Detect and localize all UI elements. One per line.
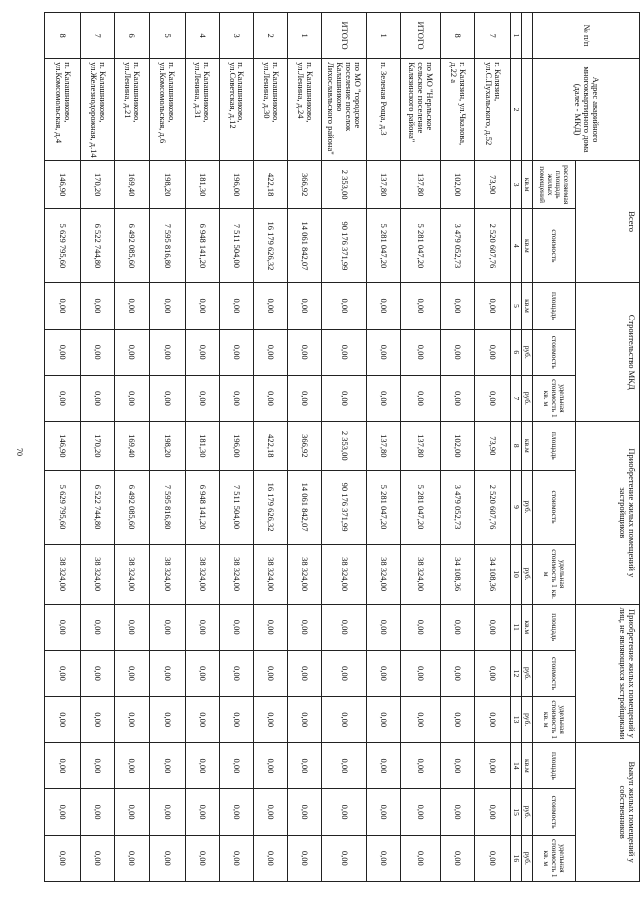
value-cell: 6 522 744,80 <box>81 470 115 544</box>
value-cell: 181,30 <box>185 160 219 209</box>
row-number-cell: 1 <box>288 13 322 59</box>
value-cell: 5 281 047,20 <box>366 470 400 544</box>
address-cell: п. Калашниково, ул.Комсомольская, д.6 <box>149 59 185 161</box>
value-cell: 196,00 <box>219 160 253 209</box>
value-cell: 0,00 <box>185 789 219 835</box>
value-cell: 7 511 504,00 <box>219 209 253 283</box>
value-cell: 0,00 <box>254 329 288 375</box>
value-cell: 90 176 371,99 <box>322 209 366 283</box>
value-cell: 0,00 <box>45 604 81 650</box>
value-cell: 5 629 795,60 <box>45 470 81 544</box>
page-number: 70 <box>15 448 24 456</box>
column-number-cell: 11 <box>511 604 522 650</box>
value-cell: 73,90 <box>475 160 511 209</box>
value-cell: 0,00 <box>288 697 322 743</box>
value-cell: 0,00 <box>115 743 149 789</box>
value-cell: 0,00 <box>254 283 288 329</box>
column-number-cell: 1 <box>511 13 522 59</box>
value-cell: 0,00 <box>219 697 253 743</box>
value-cell: 38 324,00 <box>322 544 366 604</box>
header-address: Адрес аварийного многоквартирного дома (далее - МКД) <box>533 59 640 161</box>
value-cell: 0,00 <box>288 743 322 789</box>
value-cell: 0,00 <box>322 329 366 375</box>
value-cell: 0,00 <box>219 283 253 329</box>
subheader-area-resettled: расселяемая площадь жилых помещений <box>533 160 575 209</box>
value-cell: 0,00 <box>400 283 440 329</box>
value-cell: 16 179 626,32 <box>254 209 288 283</box>
subheader-cost: стоимость <box>533 789 575 835</box>
header-total: Всего <box>575 160 639 282</box>
value-cell: 0,00 <box>441 650 475 696</box>
column-number-cell: 7 <box>511 375 522 421</box>
value-cell: 0,00 <box>45 835 81 881</box>
value-cell: 102,00 <box>441 422 475 471</box>
value-cell: 137,80 <box>366 422 400 471</box>
table-row <box>441 13 475 882</box>
value-cell: 0,00 <box>475 789 511 835</box>
subheader-unit-cost: удельная стоимость 1 кв. м <box>533 375 575 421</box>
unit-cell <box>522 59 533 161</box>
unit-cell: кв.м <box>522 743 533 789</box>
value-cell: 0,00 <box>81 835 115 881</box>
header-build: Строительство МКД <box>575 283 639 422</box>
value-cell: 0,00 <box>475 375 511 421</box>
value-cell: 0,00 <box>219 329 253 375</box>
value-cell: 0,00 <box>322 789 366 835</box>
value-cell: 0,00 <box>254 789 288 835</box>
value-cell: 14 061 842,07 <box>288 209 322 283</box>
value-cell: 0,00 <box>115 789 149 835</box>
subheader-area: площадь <box>533 743 575 789</box>
value-cell: 6 492 085,60 <box>115 209 149 283</box>
unit-cell: руб. <box>522 470 533 544</box>
value-cell: 0,00 <box>185 835 219 881</box>
value-cell: 0,00 <box>441 743 475 789</box>
value-cell: 0,00 <box>219 375 253 421</box>
value-cell: 146,90 <box>45 160 81 209</box>
value-cell: 6 522 744,80 <box>81 209 115 283</box>
address-cell: п. Калашниково, ул.Ленина, д.21 <box>115 59 149 161</box>
value-cell: 0,00 <box>322 604 366 650</box>
value-cell: 0,00 <box>185 650 219 696</box>
table-row <box>81 13 115 882</box>
header-num: № п/п <box>533 13 640 59</box>
value-cell: 38 324,00 <box>366 544 400 604</box>
table-row <box>219 13 253 882</box>
value-cell: 0,00 <box>115 283 149 329</box>
value-cell: 0,00 <box>45 789 81 835</box>
value-cell: 14 061 842,07 <box>288 470 322 544</box>
row-number-cell: 8 <box>45 13 81 59</box>
column-number-cell: 9 <box>511 470 522 544</box>
value-cell: 0,00 <box>322 697 366 743</box>
value-cell: 0,00 <box>441 789 475 835</box>
value-cell: 0,00 <box>81 650 115 696</box>
value-cell: 170,20 <box>81 160 115 209</box>
value-cell: 0,00 <box>185 329 219 375</box>
value-cell: 5 281 047,20 <box>366 209 400 283</box>
unit-cell: руб. <box>522 375 533 421</box>
value-cell: 2 520 607,76 <box>475 470 511 544</box>
value-cell: 0,00 <box>149 743 185 789</box>
row-number-cell: 4 <box>185 13 219 59</box>
value-cell: 196,00 <box>219 422 253 471</box>
subheader-cost: стоимость <box>533 650 575 696</box>
value-cell: 0,00 <box>366 789 400 835</box>
value-cell: 3 479 052,73 <box>441 470 475 544</box>
value-cell: 422,18 <box>254 422 288 471</box>
value-cell: 0,00 <box>254 604 288 650</box>
value-cell: 0,00 <box>400 375 440 421</box>
value-cell: 6 948 141,20 <box>185 209 219 283</box>
address-cell: п. Калашниково, ул.Ленина, д.30 <box>254 59 288 161</box>
value-cell: 0,00 <box>441 835 475 881</box>
value-cell: 0,00 <box>400 697 440 743</box>
value-cell: 7 595 816,80 <box>149 209 185 283</box>
value-cell: 2 353,00 <box>322 422 366 471</box>
column-number-cell: 10 <box>511 544 522 604</box>
value-cell: 0,00 <box>400 604 440 650</box>
value-cell: 0,00 <box>254 743 288 789</box>
value-cell: 0,00 <box>288 375 322 421</box>
unit-cell: кв.м <box>522 604 533 650</box>
value-cell: 0,00 <box>400 835 440 881</box>
value-cell: 0,00 <box>45 650 81 696</box>
row-number-cell: 7 <box>81 13 115 59</box>
header-buy-developers: Приобретение жилых помещений у застройщиков <box>575 422 639 605</box>
address-cell: п. Калашниково, ул.Ленина, д.24 <box>288 59 322 161</box>
value-cell: 0,00 <box>441 697 475 743</box>
unit-cell <box>522 13 533 59</box>
value-cell: 0,00 <box>441 604 475 650</box>
value-cell: 0,00 <box>149 650 185 696</box>
value-cell: 0,00 <box>366 283 400 329</box>
column-number-cell: 8 <box>511 422 522 471</box>
value-cell: 7 595 816,80 <box>149 470 185 544</box>
unit-cell: руб. <box>522 650 533 696</box>
value-cell: 38 324,00 <box>288 544 322 604</box>
address-cell: г. Калязин, ул.Чкалова, д.22 а <box>441 59 475 161</box>
header-buy-non-developers: Приобретение жилых помещений у лиц, не являющихся застройщиками <box>575 604 639 743</box>
address-cell: п. Калашниково, ул.Ленина, д.31 <box>185 59 219 161</box>
units-row <box>522 13 533 882</box>
value-cell: 0,00 <box>219 789 253 835</box>
address-cell: п. Калашниково, ул.Железнодорожная, д.14 <box>81 59 115 161</box>
value-cell: 0,00 <box>45 743 81 789</box>
value-cell: 0,00 <box>322 743 366 789</box>
value-cell: 0,00 <box>219 604 253 650</box>
table-row <box>115 13 149 882</box>
value-cell: 0,00 <box>149 697 185 743</box>
address-cell: по МО "Нерльское сельское поселение Калязинского района" <box>400 59 440 161</box>
subheader-area: площадь <box>533 604 575 650</box>
unit-cell: кв.м <box>522 422 533 471</box>
table-row <box>149 13 185 882</box>
subheader-cost: стоимость <box>533 470 575 544</box>
column-number-cell: 13 <box>511 697 522 743</box>
value-cell: 0,00 <box>219 650 253 696</box>
row-number-cell: 3 <box>219 13 253 59</box>
column-number-cell: 6 <box>511 329 522 375</box>
value-cell: 0,00 <box>288 835 322 881</box>
column-number-cell: 15 <box>511 789 522 835</box>
unit-cell: руб. <box>522 789 533 835</box>
subheader-cost: стоимость <box>533 209 575 283</box>
value-cell: 0,00 <box>81 604 115 650</box>
table-header <box>533 13 640 882</box>
value-cell: 198,20 <box>149 160 185 209</box>
value-cell: 0,00 <box>219 835 253 881</box>
value-cell: 38 324,00 <box>185 544 219 604</box>
subheader-unit-cost: удельная стоимость 1 кв. м <box>533 697 575 743</box>
column-number-cell: 2 <box>511 59 522 161</box>
value-cell: 0,00 <box>254 375 288 421</box>
value-cell: 0,00 <box>366 650 400 696</box>
value-cell: 0,00 <box>45 283 81 329</box>
value-cell: 0,00 <box>185 743 219 789</box>
value-cell: 0,00 <box>322 375 366 421</box>
table-row <box>475 13 511 882</box>
value-cell: 0,00 <box>81 283 115 329</box>
row-number-cell: 1 <box>366 13 400 59</box>
value-cell: 0,00 <box>366 835 400 881</box>
unit-cell: руб. <box>522 835 533 881</box>
value-cell: 0,00 <box>254 650 288 696</box>
value-cell: 0,00 <box>288 329 322 375</box>
resettlement-table <box>44 12 640 882</box>
value-cell: 137,80 <box>366 160 400 209</box>
value-cell: 169,40 <box>115 160 149 209</box>
address-cell: п. Калашниково, ул.Советская, д.12 <box>219 59 253 161</box>
unit-cell: руб. <box>522 697 533 743</box>
value-cell: 0,00 <box>149 283 185 329</box>
value-cell: 366,92 <box>288 422 322 471</box>
value-cell: 0,00 <box>288 650 322 696</box>
value-cell: 169,40 <box>115 422 149 471</box>
value-cell: 0,00 <box>115 329 149 375</box>
value-cell: 0,00 <box>149 835 185 881</box>
value-cell: 0,00 <box>366 743 400 789</box>
subheader-cost: стоимость <box>533 329 575 375</box>
value-cell: 422,18 <box>254 160 288 209</box>
value-cell: 0,00 <box>81 789 115 835</box>
table-row <box>288 13 322 882</box>
table-row <box>366 13 400 882</box>
value-cell: 90 176 371,99 <box>322 470 366 544</box>
column-number-row <box>511 13 522 882</box>
table-row <box>254 13 288 882</box>
value-cell: 0,00 <box>115 604 149 650</box>
value-cell: 137,80 <box>400 160 440 209</box>
value-cell: 146,90 <box>45 422 81 471</box>
value-cell: 0,00 <box>185 697 219 743</box>
table-row <box>322 13 366 882</box>
subheader-area: площадь <box>533 283 575 329</box>
table-row <box>185 13 219 882</box>
value-cell: 0,00 <box>475 604 511 650</box>
subheader-unit-cost: удельная стоимость 1 кв. м <box>533 835 575 881</box>
value-cell: 0,00 <box>45 697 81 743</box>
value-cell: 38 324,00 <box>400 544 440 604</box>
value-cell: 0,00 <box>149 604 185 650</box>
table-row <box>400 13 440 882</box>
value-cell: 0,00 <box>81 329 115 375</box>
value-cell: 0,00 <box>366 604 400 650</box>
value-cell: 7 511 504,00 <box>219 470 253 544</box>
column-number-cell: 5 <box>511 283 522 329</box>
value-cell: 2 353,00 <box>322 160 366 209</box>
value-cell: 0,00 <box>366 375 400 421</box>
value-cell: 0,00 <box>475 650 511 696</box>
value-cell: 0,00 <box>219 743 253 789</box>
subheader-area: площадь <box>533 422 575 471</box>
value-cell: 0,00 <box>366 329 400 375</box>
value-cell: 0,00 <box>288 604 322 650</box>
value-cell: 0,00 <box>475 835 511 881</box>
value-cell: 0,00 <box>149 375 185 421</box>
column-number-cell: 16 <box>511 835 522 881</box>
value-cell: 0,00 <box>400 789 440 835</box>
value-cell: 34 108,36 <box>475 544 511 604</box>
value-cell: 170,20 <box>81 422 115 471</box>
address-cell: г. Калязин, ул.С.Пухальского, д.52 <box>475 59 511 161</box>
header-buyout: Выкуп жилых помещений у собственников <box>575 743 639 882</box>
address-cell: п. Зеленая Роща, д.3 <box>366 59 400 161</box>
table-body <box>45 13 533 882</box>
value-cell: 366,92 <box>288 160 322 209</box>
value-cell: 0,00 <box>149 789 185 835</box>
value-cell: 0,00 <box>441 329 475 375</box>
row-number-cell: 6 <box>115 13 149 59</box>
column-number-cell: 12 <box>511 650 522 696</box>
value-cell: 0,00 <box>475 283 511 329</box>
value-cell: 0,00 <box>254 835 288 881</box>
row-number-cell: 5 <box>149 13 185 59</box>
value-cell: 38 324,00 <box>254 544 288 604</box>
row-number-cell: ИТОГО <box>322 13 366 59</box>
value-cell: 16 179 626,32 <box>254 470 288 544</box>
value-cell: 0,00 <box>288 789 322 835</box>
subheader-unit-cost: удельная стоимость 1 кв. м <box>533 544 575 604</box>
value-cell: 0,00 <box>149 329 185 375</box>
value-cell: 2 520 607,76 <box>475 209 511 283</box>
value-cell: 0,00 <box>115 650 149 696</box>
value-cell: 38 324,00 <box>45 544 81 604</box>
unit-cell: кв.м <box>522 283 533 329</box>
value-cell: 0,00 <box>441 375 475 421</box>
value-cell: 6 948 141,20 <box>185 470 219 544</box>
value-cell: 0,00 <box>288 283 322 329</box>
value-cell: 0,00 <box>115 835 149 881</box>
column-number-cell: 3 <box>511 160 522 209</box>
value-cell: 5 629 795,60 <box>45 209 81 283</box>
unit-cell: руб. <box>522 544 533 604</box>
column-number-cell: 4 <box>511 209 522 283</box>
value-cell: 0,00 <box>81 743 115 789</box>
value-cell: 6 492 085,60 <box>115 470 149 544</box>
row-number-cell: 8 <box>441 13 475 59</box>
address-cell: по МО "городское поселение поселок Калашниково Лихославльского района" <box>322 59 366 161</box>
value-cell: 38 324,00 <box>149 544 185 604</box>
table-row <box>45 13 81 882</box>
value-cell: 198,20 <box>149 422 185 471</box>
value-cell: 102,00 <box>441 160 475 209</box>
unit-cell: кв.м <box>522 160 533 209</box>
value-cell: 0,00 <box>400 743 440 789</box>
value-cell: 73,90 <box>475 422 511 471</box>
value-cell: 0,00 <box>322 650 366 696</box>
value-cell: 34 108,36 <box>441 544 475 604</box>
value-cell: 0,00 <box>366 697 400 743</box>
value-cell: 0,00 <box>475 697 511 743</box>
unit-cell: кв.м <box>522 209 533 283</box>
value-cell: 0,00 <box>185 375 219 421</box>
value-cell: 38 324,00 <box>219 544 253 604</box>
rotated-table-wrapper <box>44 12 640 882</box>
value-cell: 38 324,00 <box>81 544 115 604</box>
value-cell: 0,00 <box>185 283 219 329</box>
value-cell: 181,30 <box>185 422 219 471</box>
row-number-cell: ИТОГО <box>400 13 440 59</box>
value-cell: 0,00 <box>115 375 149 421</box>
value-cell: 5 281 047,20 <box>400 470 440 544</box>
value-cell: 5 281 047,20 <box>400 209 440 283</box>
value-cell: 0,00 <box>115 697 149 743</box>
value-cell: 3 479 052,73 <box>441 209 475 283</box>
value-cell: 0,00 <box>400 329 440 375</box>
value-cell: 0,00 <box>45 375 81 421</box>
value-cell: 0,00 <box>475 743 511 789</box>
value-cell: 0,00 <box>81 697 115 743</box>
value-cell: 0,00 <box>45 329 81 375</box>
value-cell: 0,00 <box>441 283 475 329</box>
value-cell: 0,00 <box>322 283 366 329</box>
unit-cell: руб. <box>522 329 533 375</box>
value-cell: 137,80 <box>400 422 440 471</box>
row-number-cell: 2 <box>254 13 288 59</box>
column-number-cell: 14 <box>511 743 522 789</box>
address-cell: п. Калашниково, ул.Комсомольская, д.4 <box>45 59 81 161</box>
value-cell: 0,00 <box>322 835 366 881</box>
value-cell: 0,00 <box>400 650 440 696</box>
value-cell: 38 324,00 <box>115 544 149 604</box>
row-number-cell: 7 <box>475 13 511 59</box>
value-cell: 0,00 <box>475 329 511 375</box>
value-cell: 0,00 <box>185 604 219 650</box>
value-cell: 0,00 <box>254 697 288 743</box>
value-cell: 0,00 <box>81 375 115 421</box>
